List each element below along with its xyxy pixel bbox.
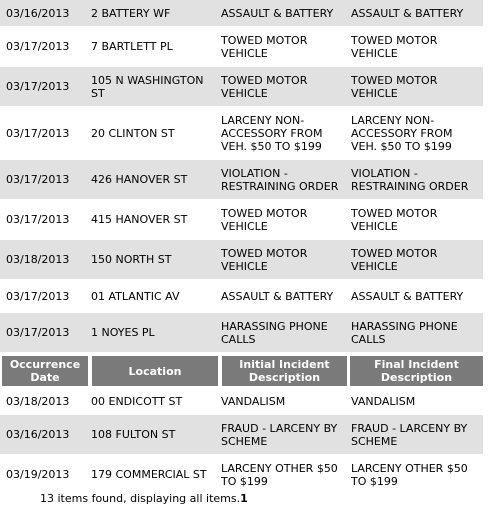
table-row <box>0 280 483 313</box>
header-occurrence-date[interactable]: Occurrence Date <box>2 356 88 386</box>
table-row <box>0 389 483 415</box>
cell-date: 03/19/2013 <box>6 468 70 481</box>
table-row <box>0 200 483 240</box>
cell-initial-description: FRAUD - LARCENY BY SCHEME <box>221 421 338 448</box>
table-row <box>0 107 483 160</box>
cell-final-description: VIOLATION - RESTRAINING ORDER <box>351 166 469 193</box>
summary-text: 13 items found, displaying all items. <box>40 492 241 505</box>
table-row <box>0 0 483 27</box>
cell-location: 20 CLINTON ST <box>91 126 175 140</box>
cell-location: 179 COMMERCIAL ST <box>91 468 207 481</box>
cell-final-description: ASSAULT & BATTERY <box>351 6 464 20</box>
cell-location: 108 FULTON ST <box>91 428 176 441</box>
cell-date: 03/18/2013 <box>6 395 70 408</box>
cell-date: 03/17/2013 <box>6 213 70 226</box>
cell-initial-description: HARASSING PHONE CALLS <box>221 319 328 346</box>
cell-location: 150 NORTH ST <box>91 253 172 266</box>
cell-date: 03/18/2013 <box>6 253 70 266</box>
cell-date: 03/17/2013 <box>6 126 70 140</box>
cell-initial-description: TOWED MOTOR VEHICLE <box>221 73 308 100</box>
cell-location: 7 BARTLETT PL <box>91 40 173 53</box>
cell-date: 03/16/2013 <box>6 6 70 20</box>
cell-initial-description: LARCENY OTHER $50 TO $199 <box>221 461 338 488</box>
table-row <box>0 67 483 107</box>
cell-date: 03/17/2013 <box>6 289 70 303</box>
cell-final-description: LARCENY OTHER $50 TO $199 <box>351 461 468 488</box>
cell-date: 03/16/2013 <box>6 428 70 441</box>
cell-initial-description: ASSAULT & BATTERY <box>221 6 334 20</box>
cell-initial-description: VIOLATION - RESTRAINING ORDER <box>221 166 339 193</box>
cell-date: 03/17/2013 <box>6 80 70 93</box>
cell-final-description: TOWED MOTOR VEHICLE <box>351 73 438 100</box>
header-location[interactable]: Location <box>92 356 218 386</box>
cell-final-description: TOWED MOTOR VEHICLE <box>351 206 438 233</box>
cell-date: 03/17/2013 <box>6 173 70 186</box>
cell-initial-description: VANDALISM <box>221 395 286 408</box>
cell-location: 1 NOYES PL <box>91 326 155 339</box>
cell-final-description: LARCENY NON- ACCESSORY FROM VEH. $50 TO $199 <box>351 113 453 153</box>
cell-initial-description: TOWED MOTOR VEHICLE <box>221 206 308 233</box>
bottom-rows <box>0 389 483 495</box>
cell-initial-description: TOWED MOTOR VEHICLE <box>221 33 308 60</box>
cell-date: 03/17/2013 <box>6 40 70 53</box>
results-summary <box>40 492 248 505</box>
table-row <box>0 313 483 353</box>
cell-initial-description: TOWED MOTOR VEHICLE <box>221 246 308 273</box>
cell-location: 415 HANOVER ST <box>91 213 188 226</box>
table-row <box>0 27 483 67</box>
cell-location: 105 N WASHINGTON ST <box>91 73 204 100</box>
cell-final-description: TOWED MOTOR VEHICLE <box>351 246 438 273</box>
cell-location: 426 HANOVER ST <box>91 173 188 186</box>
table-row <box>0 415 483 455</box>
cell-final-description: TOWED MOTOR VEHICLE <box>351 33 438 60</box>
cell-location: 00 ENDICOTT ST <box>91 395 183 408</box>
cell-date: 03/17/2013 <box>6 326 70 339</box>
table-row <box>0 160 483 200</box>
cell-final-description: ASSAULT & BATTERY <box>351 289 464 303</box>
page-number[interactable]: 1 <box>240 492 248 505</box>
cell-location: 01 ATLANTIC AV <box>91 289 180 303</box>
cell-final-description: FRAUD - LARCENY BY SCHEME <box>351 421 468 448</box>
header-final-description[interactable]: Final Incident Description <box>350 356 483 386</box>
cell-final-description: HARASSING PHONE CALLS <box>351 319 458 346</box>
cell-location: 2 BATTERY WF <box>91 6 171 20</box>
table-header <box>0 353 483 389</box>
cell-initial-description: LARCENY NON- ACCESSORY FROM VEH. $50 TO $199 <box>221 113 323 153</box>
table-row <box>0 240 483 280</box>
cell-final-description: VANDALISM <box>351 395 416 408</box>
table-row <box>0 455 483 495</box>
cell-initial-description: ASSAULT & BATTERY <box>221 289 334 303</box>
header-initial-description[interactable]: Initial Incident Description <box>222 356 347 386</box>
